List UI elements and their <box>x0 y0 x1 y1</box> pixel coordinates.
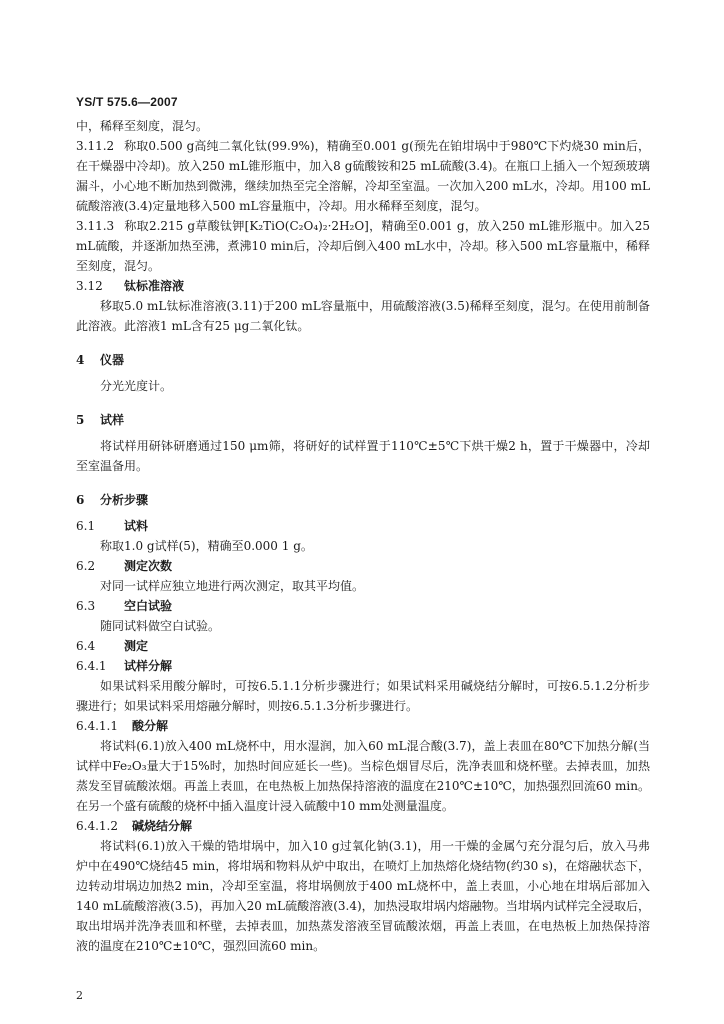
section-number: 5 <box>76 413 85 427</box>
clause-text: 称取2.215 g草酸钛钾[K₂TiO(C₂O₄)₂·2H₂O]，精确至0.001 g，放入250 mL锥形瓶中。加入25 mL硫酸，并逐渐加热至沸，煮沸10 min后，冷却后倒入400 mL水中，冷却。移入500 mL容量瓶中，稀释至刻度，混匀。 <box>76 219 650 273</box>
section-5-text: 将试样用研钵研磨通过150 μm筛，将研好的试样置于110℃±5℃下烘干燥2 h，置于干燥器中，冷却至室温备用。 <box>76 439 650 473</box>
clause-title: 碱烧结分解 <box>132 819 193 833</box>
section-4-heading <box>76 350 650 370</box>
clause-6-4-1-1-heading <box>76 716 650 736</box>
clause-number: 6.1 <box>76 519 96 533</box>
standard-number-header: YS/T 575.6—2007 <box>76 95 178 109</box>
clause-number: 3.11.2 <box>76 139 115 153</box>
clause-title: 试样分解 <box>124 659 173 673</box>
clause-title: 空白试验 <box>124 599 173 613</box>
section-5-heading <box>76 410 650 430</box>
clause-6-4-1-1-text: 将试料(6.1)放入400 mL烧杯中，用水湿润，加入60 mL混合酸(3.7)，盖上表皿在80℃下加热分解(当试样中Fe₂O₃量大于15%时，加热时间应延长一些)。当棕色烟冒尽后，洗净表皿和烧杯壁。去掉表皿，加热蒸发至冒硫酸浓烟。再盖上表皿，在电热板上加热保持溶液的温度在210℃±10℃，加热强烈回流60 min。在另一个盛有硫酸的烧杯中插入温度计浸入硫酸中10 mm处测量温度。 <box>76 739 650 813</box>
clause-3-12-heading <box>76 276 650 296</box>
document-body <box>76 116 650 956</box>
clause-title: 酸分解 <box>132 719 169 733</box>
section-6-heading <box>76 490 650 510</box>
section-title: 分析步骤 <box>100 493 149 507</box>
clause-3-11-2 <box>76 136 650 216</box>
clause-6-1-heading <box>76 516 650 536</box>
clause-number: 6.2 <box>76 559 96 573</box>
clause-number: 6.4 <box>76 639 96 653</box>
clause-6-4-1-heading <box>76 656 650 676</box>
clause-3-12-text: 移取5.0 mL钛标准溶液(3.11)于200 mL容量瓶中，用硫酸溶液(3.5)稀释至刻度，混匀。在使用前制备此溶液。此溶液1 mL含有25 μg二氧化钛。 <box>76 299 650 333</box>
paragraph-continuation: 中，稀释至刻度，混匀。 <box>76 119 209 133</box>
clause-6-4-1-2-heading <box>76 816 650 836</box>
section-number: 4 <box>76 353 85 367</box>
clause-number: 3.11.3 <box>76 219 115 233</box>
section-number: 6 <box>76 493 85 507</box>
section-4-text: 分光光度计。 <box>100 379 173 393</box>
clause-number: 3.12 <box>76 279 103 293</box>
clause-3-11-3 <box>76 216 650 276</box>
clause-title: 钛标准溶液 <box>124 279 185 293</box>
clause-6-4-1-2-text: 将试料(6.1)放入干燥的锆坩埚中，加入10 g过氧化钠(3.1)，用一干燥的金属勺充分混匀后，放入马弗炉中在490℃烧结45 min，将坩埚和物料从炉中取出，在喷灯上加热熔化烧结物(约30 s)，在熔融状态下，边转动坩埚边加热2 min，冷却至室温，将坩埚侧放于400 mL烧杯中，盖上表皿，小心地在坩埚后部加入140 mL硫酸溶液(3.5)，再加入20 mL硫酸溶液(3.4)，加热浸取坩埚内熔融物。当坩埚内试样完全浸取后，取出坩埚并洗净表皿和杯壁，去掉表皿，加热蒸发溶液至冒硫酸浓烟，再盖上表皿，在电热板上加热保持溶液的温度在210℃±10℃，强烈回流60 min。 <box>76 839 650 953</box>
clause-number: 6.3 <box>76 599 96 613</box>
clause-title: 测定 <box>124 639 149 653</box>
clause-number: 6.4.1.1 <box>76 719 118 733</box>
section-title: 仪器 <box>100 353 125 367</box>
clause-number: 6.4.1 <box>76 659 107 673</box>
clause-6-3-heading <box>76 596 650 616</box>
clause-title: 测定次数 <box>124 559 173 573</box>
clause-number: 6.4.1.2 <box>76 819 118 833</box>
clause-6-3-text: 随同试料做空白试验。 <box>100 619 221 633</box>
page-number: 2 <box>76 989 83 1002</box>
section-title: 试样 <box>100 413 125 427</box>
clause-6-4-heading <box>76 636 650 656</box>
clause-title: 试料 <box>124 519 149 533</box>
clause-6-4-1-text: 如果试料采用酸分解时，可按6.5.1.1分析步骤进行；如果试料采用碱烧结分解时，可按6.5.1.2分析步骤进行；如果试料采用熔融分解时，则按6.5.1.3分析步骤进行。 <box>76 679 650 713</box>
clause-6-1-text: 称取1.0 g试样(5)，精确至0.000 1 g。 <box>100 539 313 553</box>
clause-6-2-text: 对同一试样应独立地进行两次测定，取其平均值。 <box>100 579 365 593</box>
clause-text: 称取0.500 g高纯二氧化钛(99.9%)，精确至0.001 g(预先在铂坩埚中于980℃下灼烧30 min后，在干燥器中冷却)。放入250 mL锥形瓶中，加入8 g硫酸铵和25 mL硫酸(3.4)。在瓶口上插入一个短颈玻璃漏斗，小心地不断加热到微沸，继续加热至完全溶解，冷却至室温。一次加入200 mL水，冷却。用100 mL硫酸溶液(3.4)定量地移入500 mL容量瓶中，冷却。用水稀释至刻度，混匀。 <box>76 139 650 213</box>
clause-6-2-heading <box>76 556 650 576</box>
